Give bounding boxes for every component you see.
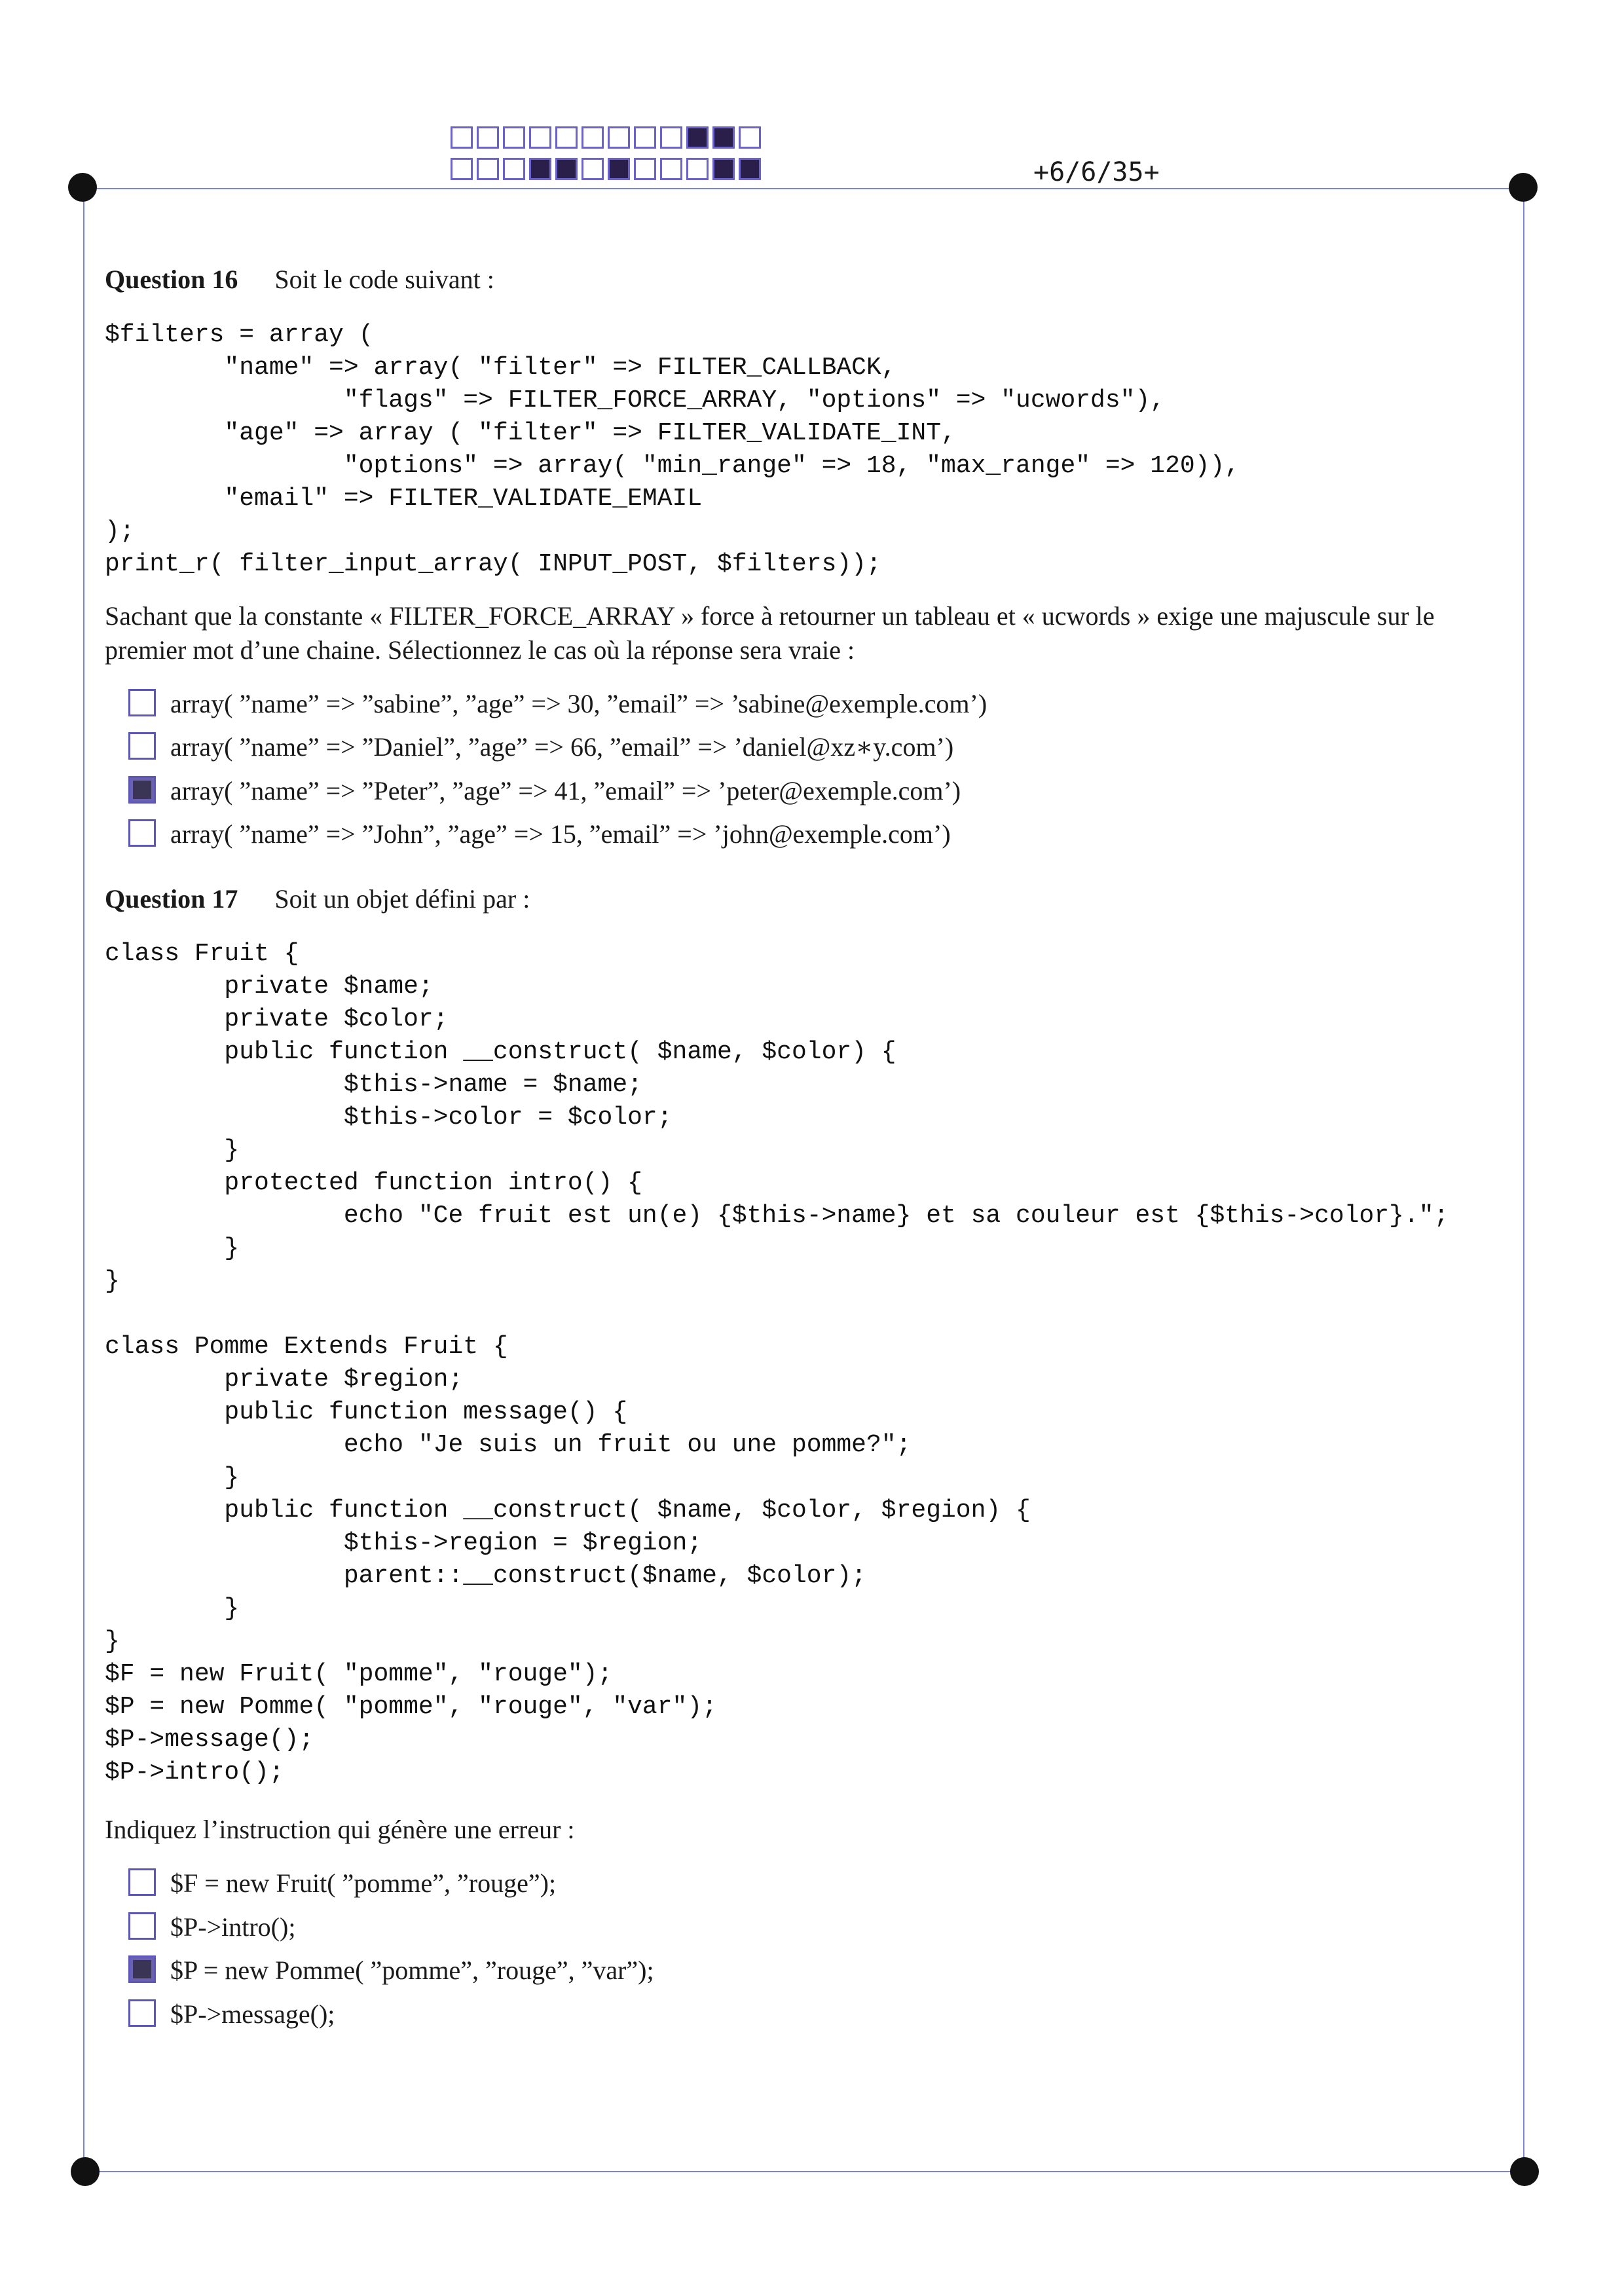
question-17-code: class Fruit { private $name; private $color; public function __construct( $name, $color) { $this->name = $name; $this->color = $color; } protected function intro() { echo "Ce fruit est un(e) {$this->name} et sa couleur est {$this->color}."; } } class Pomme Extends Fruit { private $region; public function message() { echo "Je suis un fruit ou une pomme?"; } public function __construct( $name, $color, $region) { $this->region = $region; parent::__construct($name, $color); } } $F = new Fruit( "pomme", "rouge"); $P = new Pomme( "pomme", "rouge", "var"); $P->message(); $P->intro(); xyxy=(105,940,1449,1787)
barcode-cell xyxy=(634,126,656,149)
barcode-cell xyxy=(686,158,709,180)
question-16-prompt: Soit le code suivant : xyxy=(274,265,494,294)
question-17-text: Indiquez l’instruction qui génère une erreur : xyxy=(105,1815,575,1844)
question-16-option-4[interactable] xyxy=(128,819,951,849)
barcode-cell xyxy=(739,126,761,149)
question-17-title xyxy=(105,883,530,914)
barcode-cell xyxy=(608,158,630,180)
question-17-option-4[interactable] xyxy=(128,1999,335,2029)
question-17-label: Question 17 xyxy=(105,884,238,914)
checkbox[interactable] xyxy=(128,732,156,760)
question-16-title xyxy=(105,264,494,295)
option-label: $P = new Pomme( ”pomme”, ”rouge”, ”var”); xyxy=(170,1955,654,1985)
question-16-label: Question 16 xyxy=(105,265,238,294)
barcode-cell xyxy=(451,126,473,149)
barcode-cell xyxy=(608,126,630,149)
corner-mark-top-left xyxy=(68,173,97,202)
corner-mark-bottom-left xyxy=(71,2157,100,2186)
barcode-cell xyxy=(686,126,709,149)
checkbox[interactable] xyxy=(128,1868,156,1896)
checkbox[interactable] xyxy=(128,819,156,847)
barcode-cell xyxy=(581,126,604,149)
option-label: $P->message(); xyxy=(170,1999,335,2029)
option-label: array( ”name” => ”Peter”, ”age” => 41, ”email” => ’peter@exemple.com’) xyxy=(170,776,961,805)
barcode-cell xyxy=(660,158,682,180)
barcode-cell xyxy=(634,158,656,180)
question-17-option-3[interactable] xyxy=(128,1955,654,1986)
corner-mark-top-right xyxy=(1509,173,1538,202)
corner-mark-bottom-right xyxy=(1510,2157,1539,2186)
barcode-cell xyxy=(739,158,761,180)
barcode-cell xyxy=(555,126,578,149)
question-17-prompt: Soit un objet défini par : xyxy=(274,884,530,914)
barcode-cell xyxy=(712,158,735,180)
option-label: array( ”name” => ”John”, ”age” => 15, ”email” => ’john@exemple.com’) xyxy=(170,819,951,849)
option-label: $F = new Fruit( ”pomme”, ”rouge”); xyxy=(170,1868,557,1898)
option-label: array( ”name” => ”sabine”, ”age” => 30, ”email” => ’sabine@exemple.com’) xyxy=(170,689,987,718)
page-id: +6/6/35+ xyxy=(1033,157,1160,187)
question-17-option-1[interactable] xyxy=(128,1868,556,1898)
checkbox[interactable] xyxy=(128,1912,156,1940)
barcode-cell xyxy=(503,126,525,149)
barcode-cell xyxy=(503,158,525,180)
barcode-row-2 xyxy=(451,158,765,180)
barcode-cell xyxy=(660,126,682,149)
barcode-cell xyxy=(529,126,551,149)
question-16-option-2[interactable] xyxy=(128,731,953,762)
barcode-cell xyxy=(712,126,735,149)
question-16-option-3[interactable] xyxy=(128,775,961,806)
checkbox[interactable] xyxy=(128,776,156,804)
checkbox[interactable] xyxy=(128,689,156,716)
barcode-cell xyxy=(451,158,473,180)
checkbox[interactable] xyxy=(128,1999,156,2027)
question-17-option-2[interactable] xyxy=(128,1912,295,1942)
checkbox[interactable] xyxy=(128,1955,156,1983)
barcode-cell xyxy=(581,158,604,180)
question-16-text: Sachant que la constante « FILTER_FORCE_ARRAY » force à retourner un tableau et « ucwords » exige une majuscule sur le premier mot d’une chaine. Sélectionnez le cas où la réponse sera vraie : xyxy=(105,601,1435,665)
barcode-cell xyxy=(555,158,578,180)
barcode-cell xyxy=(477,158,499,180)
barcode-cell xyxy=(529,158,551,180)
option-label: $P->intro(); xyxy=(170,1912,296,1942)
question-16-code: $filters = array ( "name" => array( "filter" => FILTER_CALLBACK, "flags" => FILTER_FORCE_ARRAY, "options" => "ucwords"), "age" => array ( "filter" => FILTER_VALIDATE_INT, "options" => array( "min_range" => 18, "max_range" => 120)), "email" => FILTER_VALIDATE_EMAIL ); print_r( filter_input_array( INPUT_POST, $filters)); xyxy=(105,321,1240,578)
barcode-cell xyxy=(477,126,499,149)
question-16-option-1[interactable] xyxy=(128,688,987,719)
option-label: array( ”name” => ”Daniel”, ”age” => 66, ”email” => ’daniel@xz∗y.com’) xyxy=(170,732,954,762)
barcode-row-1 xyxy=(451,126,765,149)
